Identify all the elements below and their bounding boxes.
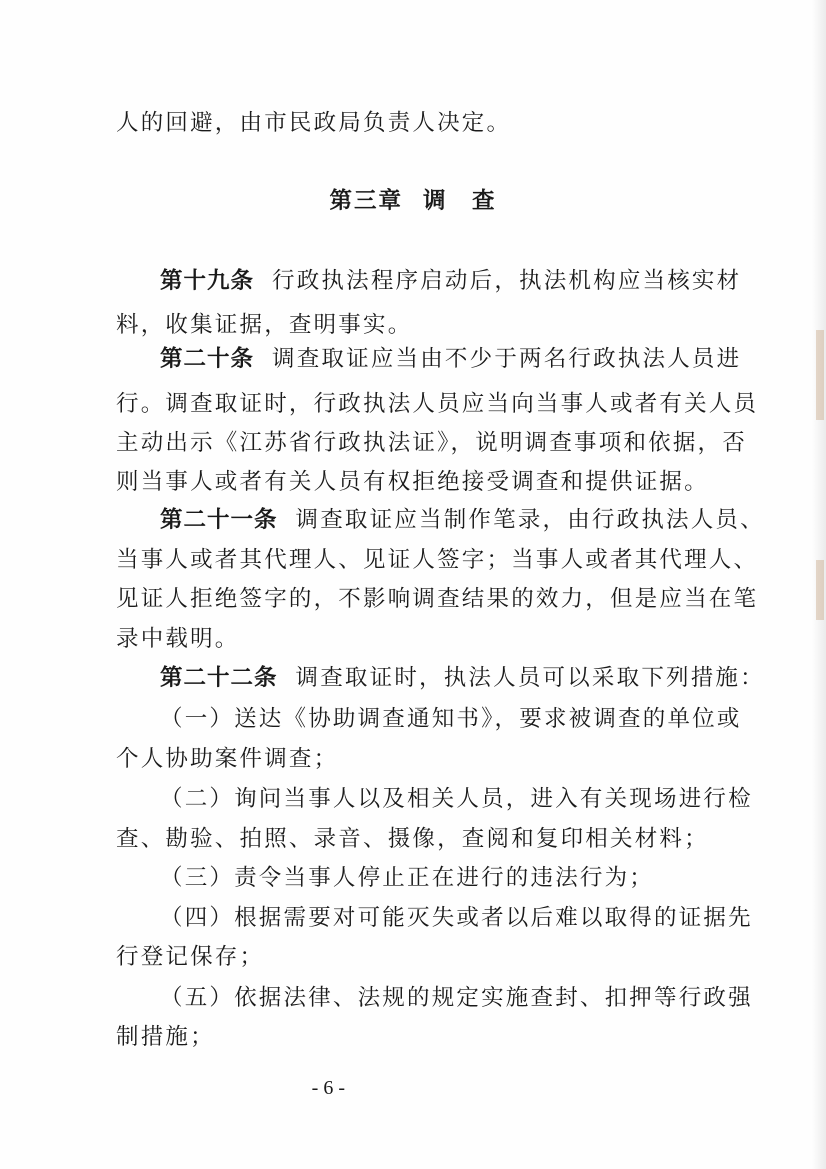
article-label: 第十九条 — [160, 268, 255, 294]
article-text: 行政执法程序启动后，执法机构应当核实材 — [272, 268, 742, 294]
paragraph-line: 录中载明。 — [116, 626, 240, 652]
article-label: 第二十一条 — [160, 507, 278, 533]
chapter-title: 调 查 — [423, 188, 497, 214]
chapter-number: 第三章 — [329, 188, 403, 214]
article-20-first-line — [160, 344, 742, 374]
paragraph-line: 当事人或者其代理人、见证人签字；当事人或者其代理人、 — [116, 547, 759, 573]
measure-1-line: （一）送达《协助调查通知书》，要求被调查的单位或 — [160, 706, 742, 732]
page-number: - 6 - — [311, 1077, 345, 1099]
article-22-first-line — [160, 663, 765, 693]
article-text: 调查取证应当制作笔录，由行政执法人员、 — [295, 507, 765, 533]
paragraph-line: 个人协助案件调查； — [116, 746, 339, 772]
paragraph-line: 见证人拒绝签字的，不影响调查结果的效力，但是应当在笔 — [116, 586, 759, 612]
article-label: 第二十二条 — [160, 665, 278, 691]
paragraph-line: 主动出示《江苏省行政执法证》，说明调查事项和依据，否 — [116, 430, 747, 456]
measure-5-line: （五）依据法律、法规的规定实施查封、扣押等行政强 — [160, 985, 753, 1011]
article-label: 第二十条 — [160, 346, 255, 372]
scan-edge-mark — [816, 560, 824, 620]
measure-4-line: （四）根据需要对可能灭失或者以后难以取得的证据先 — [160, 905, 753, 931]
measure-3-line: （三）责令当事人停止正在进行的违法行为； — [160, 865, 655, 891]
paragraph-line: 查、勘验、拍照、录音、摄像，查阅和复印相关材料； — [116, 826, 709, 852]
article-text: 调查取证应当由不少于两名行政执法人员进 — [272, 346, 742, 372]
paragraph-line: 制措施； — [116, 1024, 215, 1050]
paragraph-line: 行。调查取证时，行政执法人员应当向当事人或者有关人员 — [116, 391, 759, 417]
paragraph-line: 行登记保存； — [116, 944, 265, 970]
paragraph-line: 料，收集证据，查明事实。 — [116, 312, 413, 338]
measure-2-line: （二）询问当事人以及相关人员，进入有关现场进行检 — [160, 786, 753, 812]
article-text: 调查取证时，执法人员可以采取下列措施： — [295, 665, 765, 691]
article-21-first-line — [160, 505, 765, 535]
paragraph-line: 则当事人或者有关人员有权拒绝接受调查和提供证据。 — [116, 469, 709, 495]
paragraph-line: 人的回避，由市民政局负责人决定。 — [116, 110, 512, 136]
chapter-heading — [0, 186, 826, 216]
scan-edge-mark — [816, 330, 824, 420]
article-19-first-line — [160, 266, 742, 296]
